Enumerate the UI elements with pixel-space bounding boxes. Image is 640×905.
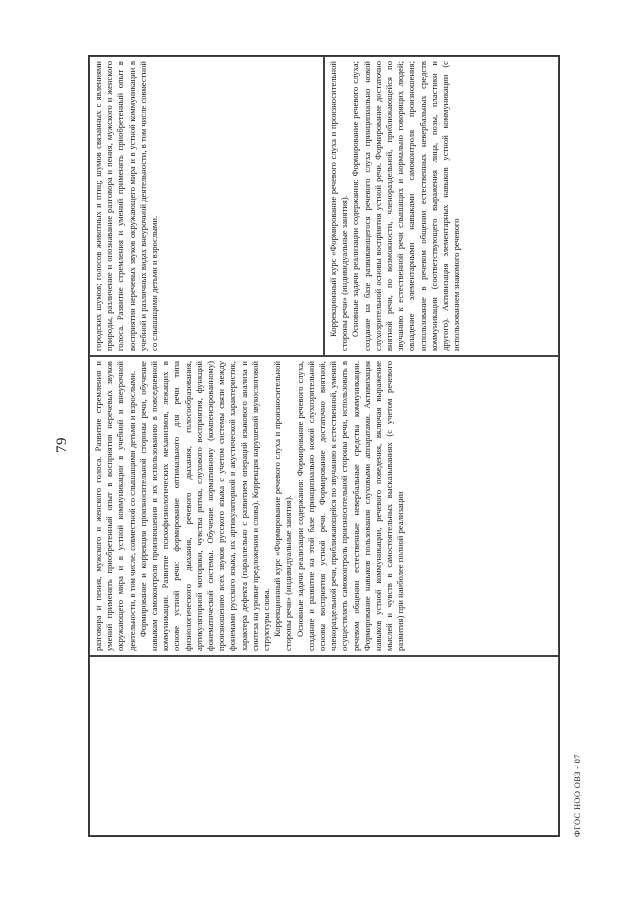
table-cell-column-3-bottom xyxy=(324,56,559,356)
document-footer: ФГОС НОО ОВЗ - 07 xyxy=(572,754,582,837)
col2-paragraph-1: разговора и пения, мужского и женского голоса. Развитие стремления и умений применять приобретенный опыт в восприятии неречевых звуков окружающего мира и в устной коммуникации в учебной и внеурочной деятельности, в том числе, совместной со слышащими детьми и взрослыми. xyxy=(93,361,137,651)
page-number: 79 xyxy=(54,437,70,453)
content-table xyxy=(88,55,560,837)
table-cell-empty xyxy=(89,656,559,836)
table-cell-column-2 xyxy=(89,356,559,656)
col3-paragraph-3: Основные задачи реализации содержания: Формирование речевого слуха; создание на базе развивающегося речевого слуха принципиально новой слухозрительной основы восприятия устной речи. Формирование достаточно внятной речи, по возможности, членораздельной, приближающейся по звучанию к естественной речи слышащих и нормально говорящих людей; овладение элементарными навыками самоконтроля произношения; использование в речевом общении естественных невербальных средств коммуникации (соответствующего выражения лица, позы, пластики и другого). Активизация элементарных навыков устной коммуникации (с использованием знакомого речевого xyxy=(350,61,462,351)
col2-paragraph-3: Коррекционный курс «Формирование речевого слуха и произносительной стороны речи» (индивидуальные занятия). xyxy=(272,361,294,651)
rotated-page xyxy=(40,45,600,845)
col2-paragraph-4: Основные задачи реализации содержания: Формирование речевого слуха, создание и развитие на этой базе принципиально новой слухозрительной основы восприятия устной речи. Формирование достаточно внятной, членораздельной речи, приближающейся по звучанию к естественной, умений осуществлять самоконтроль произносительной стороны речи, использовать в речевом общении естественные невербальные средства коммуникации. Формирование навыков пользования слуховыми аппаратами. Активизация навыков устной коммуникации, речевого поведения, включая выражение мыслей и чувств в самостоятельных высказываниях (с учетом речевого развития) при наиболее полной реализации xyxy=(294,361,406,651)
col3-paragraph-2: Коррекционный курс «Формирование речевого слуха и произносительной стороны речи» (индивидуальные занятия). xyxy=(328,61,350,351)
col3-paragraph-1: городских шумов; голосов животных и птиц; шумов связанных с явлениями природы, различение и опознавание разговора и пения, мужского и женского голоса. Развитие стремления и умений применять приобретенный опыт в восприятии неречевых звуков окружающего мира и в устной коммуникации в учебной и различных видах внеурочной деятельности, в том числе совместной со слышащими детьми и взрослыми. xyxy=(93,61,160,351)
col2-paragraph-2: Формирование и коррекция произносительной стороны речи, обучение навыкам самоконтроля произношения и их использованию в повседневной коммуникации. Развитие психофизиологических механизмов, лежащих в основе устной речи: формирование оптимального для речи типа физиологического дыхания, речевого дыхания, голосообразования, артикуляторной моторики, чувства ритма, слухового восприятия, функций фонематической системы. Обучение нормативному (компенсированному) произношению всех звуков русского языка с учетом системы связи между фонемами русского языка, их артикуляторной и акустической характеристик, характера дефекта (параллельно с развитием операций языкового анализа и синтеза на уровне предложения и слова). Коррекция нарушений звукослоговой структуры слова. xyxy=(137,361,272,651)
table-cell-column-3-top xyxy=(89,56,324,356)
